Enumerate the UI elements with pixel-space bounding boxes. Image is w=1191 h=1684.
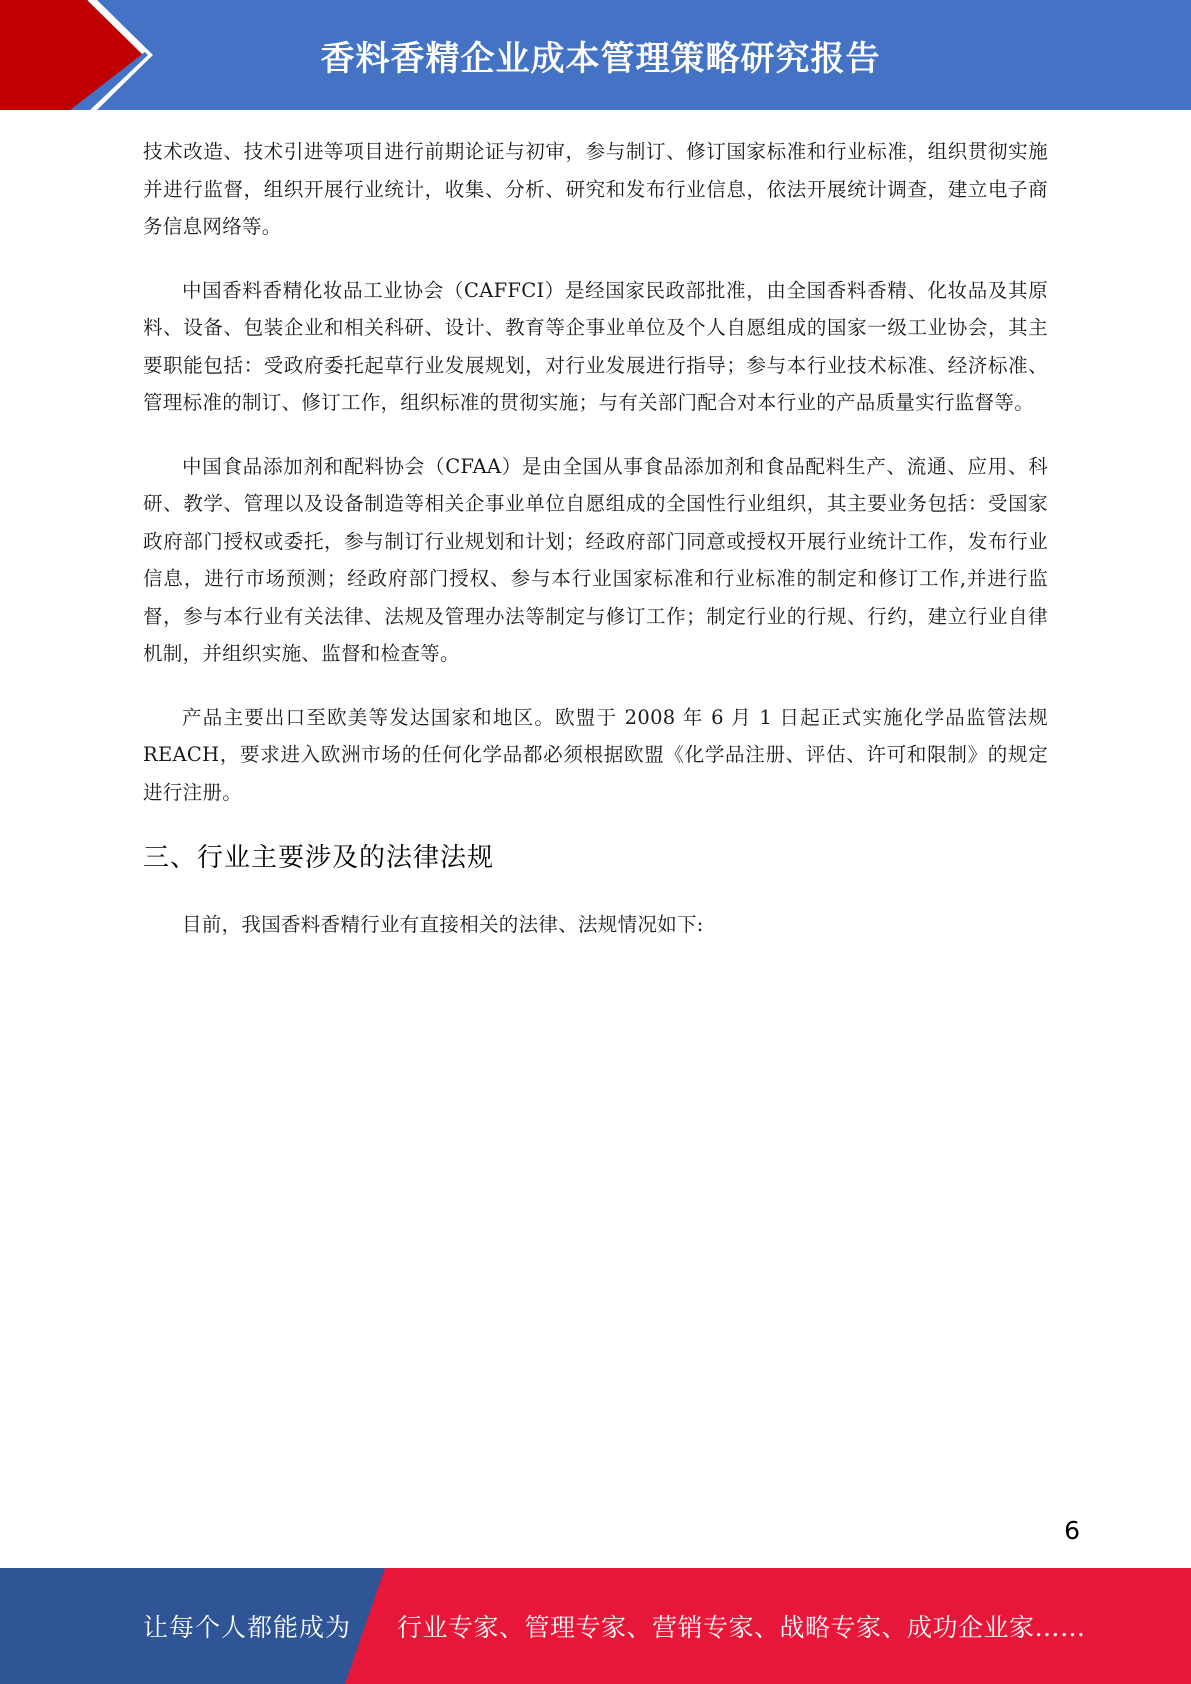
report-title: 香料香精企业成本管理策略研究报告 <box>320 38 881 79</box>
footer-slogan-right: 行业专家、管理专家、营销专家、战略专家、成功企业家…… <box>397 1613 1086 1642</box>
paragraph-laws-intro: 目前，我国香料香精行业有直接相关的法律、法规情况如下: <box>182 913 704 936</box>
paragraph-continuation: 技术改造、技术引进等项目进行前期论证与初审，参与制订、修订国家标准和行业标准，组织贯彻实施并进行监督，组织开展行业统计，收集、分析、研究和发布行业信息，依法开展统计调查，建立电子商务信息网络等。 <box>143 140 1048 238</box>
section-heading: 三、行业主要涉及的法律法规 <box>143 843 495 873</box>
header-red-chevron <box>0 0 148 110</box>
page-header <box>0 0 1191 110</box>
paragraph-reach-export: 产品主要出口至欧美等发达国家和地区。欧盟于 2008 年 6 月 1 日起正式实施化学品监管法规 REACH，要求进入欧洲市场的任何化学品都必须根据欧盟《化学品注册、评估、许可和限制》的规定进行注册。 <box>143 705 1048 804</box>
document-body <box>143 133 1048 970</box>
paragraph-caffci: 中国香料香精化妆品工业协会（CAFFCI）是经国家民政部批准，由全国香料香精、化妆品及其原料、设备、包装企业和相关科研、设计、教育等企事业单位及个人自愿组成的国家一级工业协会，其主要职能包括：受政府委托起草行业发展规划，对行业发展进行指导；参与本行业技术标准、经济标准、管理标准的制订、修订工作，组织标准的贯彻实施；与有关部门配合对本行业的产品质量实行监督等。 <box>143 278 1048 414</box>
page-number: 6 <box>1064 1516 1080 1545</box>
footer-slogan-left: 让每个人都能成为 <box>143 1613 352 1642</box>
header-chevron-decoration <box>0 0 160 110</box>
paragraph-cfaa: 中国食品添加剂和配料协会（CFAA）是由全国从事食品添加剂和食品配料生产、流通、应用、科研、教学、管理以及设备制造等相关企事业单位自愿组成的全国性行业组织，其主要业务包括：受国家政府部门授权或委托，参与制订行业规划和计划；经政府部门同意或授权开展行业统计工作，发布行业信息，进行市场预测；经政府部门授权、参与本行业国家标准和行业标准的制定和修订工作,并进行监督，参与本行业有关法律、法规及管理办法等制定与修订工作；制定行业的行规、行约，建立行业自律机制，并组织实施、监督和检查等。 <box>143 454 1048 665</box>
page-footer <box>0 1568 1191 1684</box>
